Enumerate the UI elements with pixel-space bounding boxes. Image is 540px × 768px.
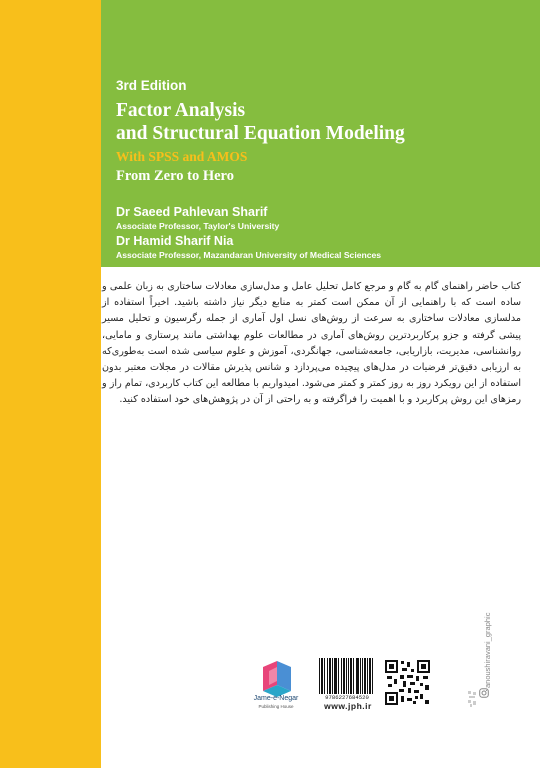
designer-mark-icon [468,691,477,707]
designer-instagram-handle: anoushiravani_graphic [483,612,492,688]
book-title-line-2: and Structural Equation Modeling [116,123,405,144]
instagram-icon [479,688,489,698]
book-tagline: From Zero to Hero [116,168,234,184]
author-2-role: Associate Professor, Mazandaran University of Medical Sciences [116,250,382,260]
author-2-name: Dr Hamid Sharif Nia [116,234,234,248]
qr-code-icon [385,660,430,705]
author-1-name: Dr Saeed Pahlevan Sharif [116,205,268,219]
title-block [116,0,536,267]
book-description: کتاب حاضر راهنمای گام به گام و مرجع کامل تحلیل عامل و مدل‌سازی معادلات ساختاری به زبان علمی و ساده است که با راهنمایی از آن ممکن است کمتر به منابع دیگر نیاز داشته باشید. اخیراً استفاده از مدلسازی معادلات ساختاری به سرعت از روش‌های نسل اول آماری از جمله رگرسیون و تحلیل مسیر پیشی گرفته و جزو پرکاربردترین روش‌های آماری در مطالعات علوم بهداشتی مانند پرستاری و مامایی، روانشناسی، مدیریت، بازاریابی، جامعه‌شناسی، جهانگردی، آموزش و علوم سیاسی شده است به‌طوری‌که به ارزیابی دقیق‌تر فرضیات در مدل‌های پیچیده می‌پردازد و شانس پذیرش مقالات در مجلات معتبر بدون استفاده از این رویکرد روز به روز کمتر و کمتر می‌شود. امیدواریم با مطالعه این کتاب کاربردی، تمام راز و رمزهای این روش پرکاربرد و با اهمیت را فراگرفته و به راحتی از آن در پژوهش‌های خود استفاده کنید. [102,281,521,406]
barcode-icon [318,658,374,694]
publisher-url: www.jph.ir [324,701,372,711]
publisher-name: Jame-e-Negar [253,695,299,702]
book-title-line-1: Factor Analysis [116,100,246,121]
book-subtitle: With SPSS and AMOS [116,149,248,164]
yellow-side-strip [0,0,101,768]
publisher-subtitle: Publishing House [258,704,294,709]
edition-label: 3rd Edition [116,78,187,93]
isbn-number: 9786227684520 [325,694,369,701]
author-1-role: Associate Professor, Taylor's University [116,221,280,231]
